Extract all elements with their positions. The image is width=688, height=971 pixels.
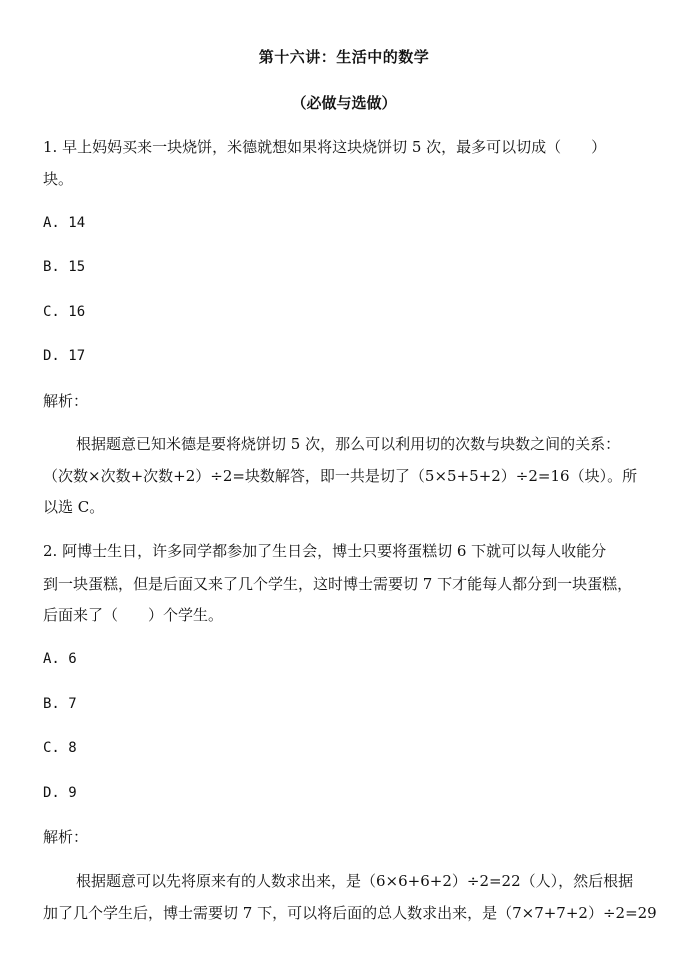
question-1-analysis-line-3: 以选 C。: [43, 498, 105, 516]
question-1-analysis-line-2: （次数×次数+次数+2）÷2=块数解答，即一共是切了（5×5+5+2）÷2=16（块）。所: [43, 467, 638, 485]
page-subtitle: （必做与选做）: [291, 94, 397, 112]
question-2-analysis-line-1: 根据题意可以先将原来有的人数求出来，是（6×6+6+2）÷2=22（人），然后根据: [76, 872, 634, 890]
page-title: 第十六讲：生活中的数学: [258, 48, 430, 66]
question-2-analysis-label: 解析：: [43, 828, 89, 846]
question-1-analysis-label: 解析：: [43, 392, 89, 410]
question-2-analysis-line-2: 加了几个学生后，博士需要切 7 下，可以将后面的总人数求出来，是（7×7+7+2）÷2=29: [43, 904, 657, 922]
question-2-option-a: A. 6: [43, 651, 77, 667]
question-1-option-a: A. 14: [43, 215, 86, 231]
question-2-option-b: B. 7: [43, 696, 77, 712]
question-1-stem-line-2: 块。: [43, 170, 74, 188]
question-2-option-c: C. 8: [43, 740, 77, 756]
question-2-stem-line-2: 到一块蛋糕，但是后面又来了几个学生，这时博士需要切 7 下才能每人都分到一块蛋糕，: [43, 575, 633, 593]
question-2-stem-line-1: 2. 阿博士生日，许多同学都参加了生日会，博士只要将蛋糕切 6 下就可以每人收能分: [43, 542, 607, 560]
question-1-option-d: D. 17: [43, 348, 86, 364]
question-2-stem-line-3: 后面来了（ ）个学生。: [43, 606, 224, 624]
question-1-analysis-line-1: 根据题意已知米德是要将烧饼切 5 次，那么可以利用切的次数与块数之间的关系：: [76, 435, 621, 453]
question-1-option-c: C. 16: [43, 304, 86, 320]
question-2-option-d: D. 9: [43, 785, 77, 801]
question-1-option-b: B. 15: [43, 259, 86, 275]
question-1-stem-line-1: 1. 早上妈妈买来一块烧饼，米德就想如果将这块烧饼切 5 次，最多可以切成（ ）: [43, 138, 607, 156]
